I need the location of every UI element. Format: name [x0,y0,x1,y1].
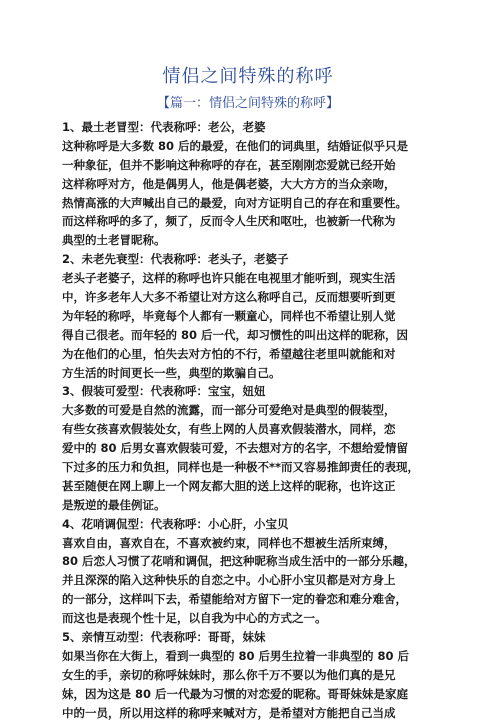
paragraph-line: 中的一员，所以用这样的称呼来喊对方，是希望对方能把自己当成 [62,705,396,720]
paragraph-line: 的一部分，这样叫下去，希望能给对方留下一定的眷恋和难分难舍， [62,592,407,607]
paragraph-line: 这样称呼对方，他是偶男人，他是偶老婆，大大方方的当众亲吻， [62,176,396,191]
document-body [62,118,442,723]
paragraph-line: 妹，因为这是 80 后一代最为习惯的对恋爱的昵称。哥哥妹妹是家庭 [62,686,409,701]
paragraph-line: 80 后恋人习惯了花哨和调侃，把这种昵称当成生活中的一部分乐趣， [62,554,416,569]
paragraph-line: 为年轻的称呼，毕竟每个人都有一颗童心，同样也不希望让别人觉 [62,308,396,323]
paragraph-line: 而这也是表现个性十足，以自我为中心的方式之一。 [62,611,327,626]
section-heading: 4、花哨调侃型：代表称呼：小心肝，小宝贝 [62,516,289,531]
paragraph-line: 有些女孩喜欢假装处女，有些上网的人员喜欢假装潜水，同样，恋 [62,422,396,437]
paragraph-line: 大多数的可爱是自然的流露，而一部分可爱绝对是典型的假装型， [62,403,396,418]
paragraph-line: 是叛逆的最佳例证。 [62,497,166,512]
paragraph-line: 热情高涨的大声喊出自己的最爱，向对方证明自己的存在和重要性。 [62,195,407,210]
paragraph-line: 方生活的时间更长一些，典型的欺骗自己。 [62,365,281,380]
paragraph-line: 一种象征，但并不影响这种称呼的存在，甚至刚刚恋爱就已经开始 [62,157,396,172]
paragraph-line: 中，许多老年人大多不希望让对方这么称呼自己，反而想要听到更 [62,290,396,305]
document-title: 情侣之间特殊的称呼 [162,66,334,87]
section-heading: 1、最土老冒型：代表称呼：老公，老婆 [62,120,266,134]
paragraph-line: 女生的手，亲切的称呼妹妹时，那么你千万不要以为他们真的是兄 [62,667,396,682]
paragraph-line: 下过多的压力和负担，同样也是一种极不**而又容易推卸责任的表现， [62,460,420,475]
document-subtitle: 【篇一：情侣之间特殊的称呼】 [156,96,339,111]
section-heading: 2、未老先衰型：代表称呼：老头子，老婆子 [62,252,289,267]
paragraph-line: 这种称呼是大多数 80 后的最爱，在他们的词典里，结婚证似乎只是 [62,138,409,153]
paragraph-line: 喜欢自由，喜欢自在，不喜欢被约束，同样也不想被生活所束缚， [62,535,396,550]
section-heading: 3、假装可爱型：代表称呼：宝宝，妞妞 [62,384,266,399]
section-heading: 5、亲情互动型：代表称呼：哥哥，妹妹 [62,630,266,645]
paragraph-line: 而这样称呼的多了，频了，反而令人生厌和呕吐，也被新一代称为 [62,214,396,229]
paragraph-line: 典型的土老冒昵称。 [62,233,166,248]
paragraph-line: 如果当你在大街上，看到一典型的 80 后男生拉着一非典型的 80 后 [62,648,410,663]
paragraph-line: 老头子老婆子，这样的称呼也许只能在电视里才能听到，现实生活 [62,271,396,286]
paragraph-line: 并且深深的陷入这种快乐的自恋之中。小心肝小宝贝都是对方身上 [62,573,396,588]
paragraph-line: 得自己很老。而年轻的 80 后一代，却习惯性的叫出这样的昵称，因 [62,327,409,342]
paragraph-line: 甚至随便在网上聊上一个网友都大胆的送上这样的昵称，也许这正 [62,478,396,493]
paragraph-line: 为在他们的心里，怕失去对方怕的不行，希望越往老里叫就能和对 [62,346,396,361]
paragraph-line: 爱中的 80 后男女喜欢假装可爱，不去想对方的名字，不想给爱情留 [62,441,409,456]
